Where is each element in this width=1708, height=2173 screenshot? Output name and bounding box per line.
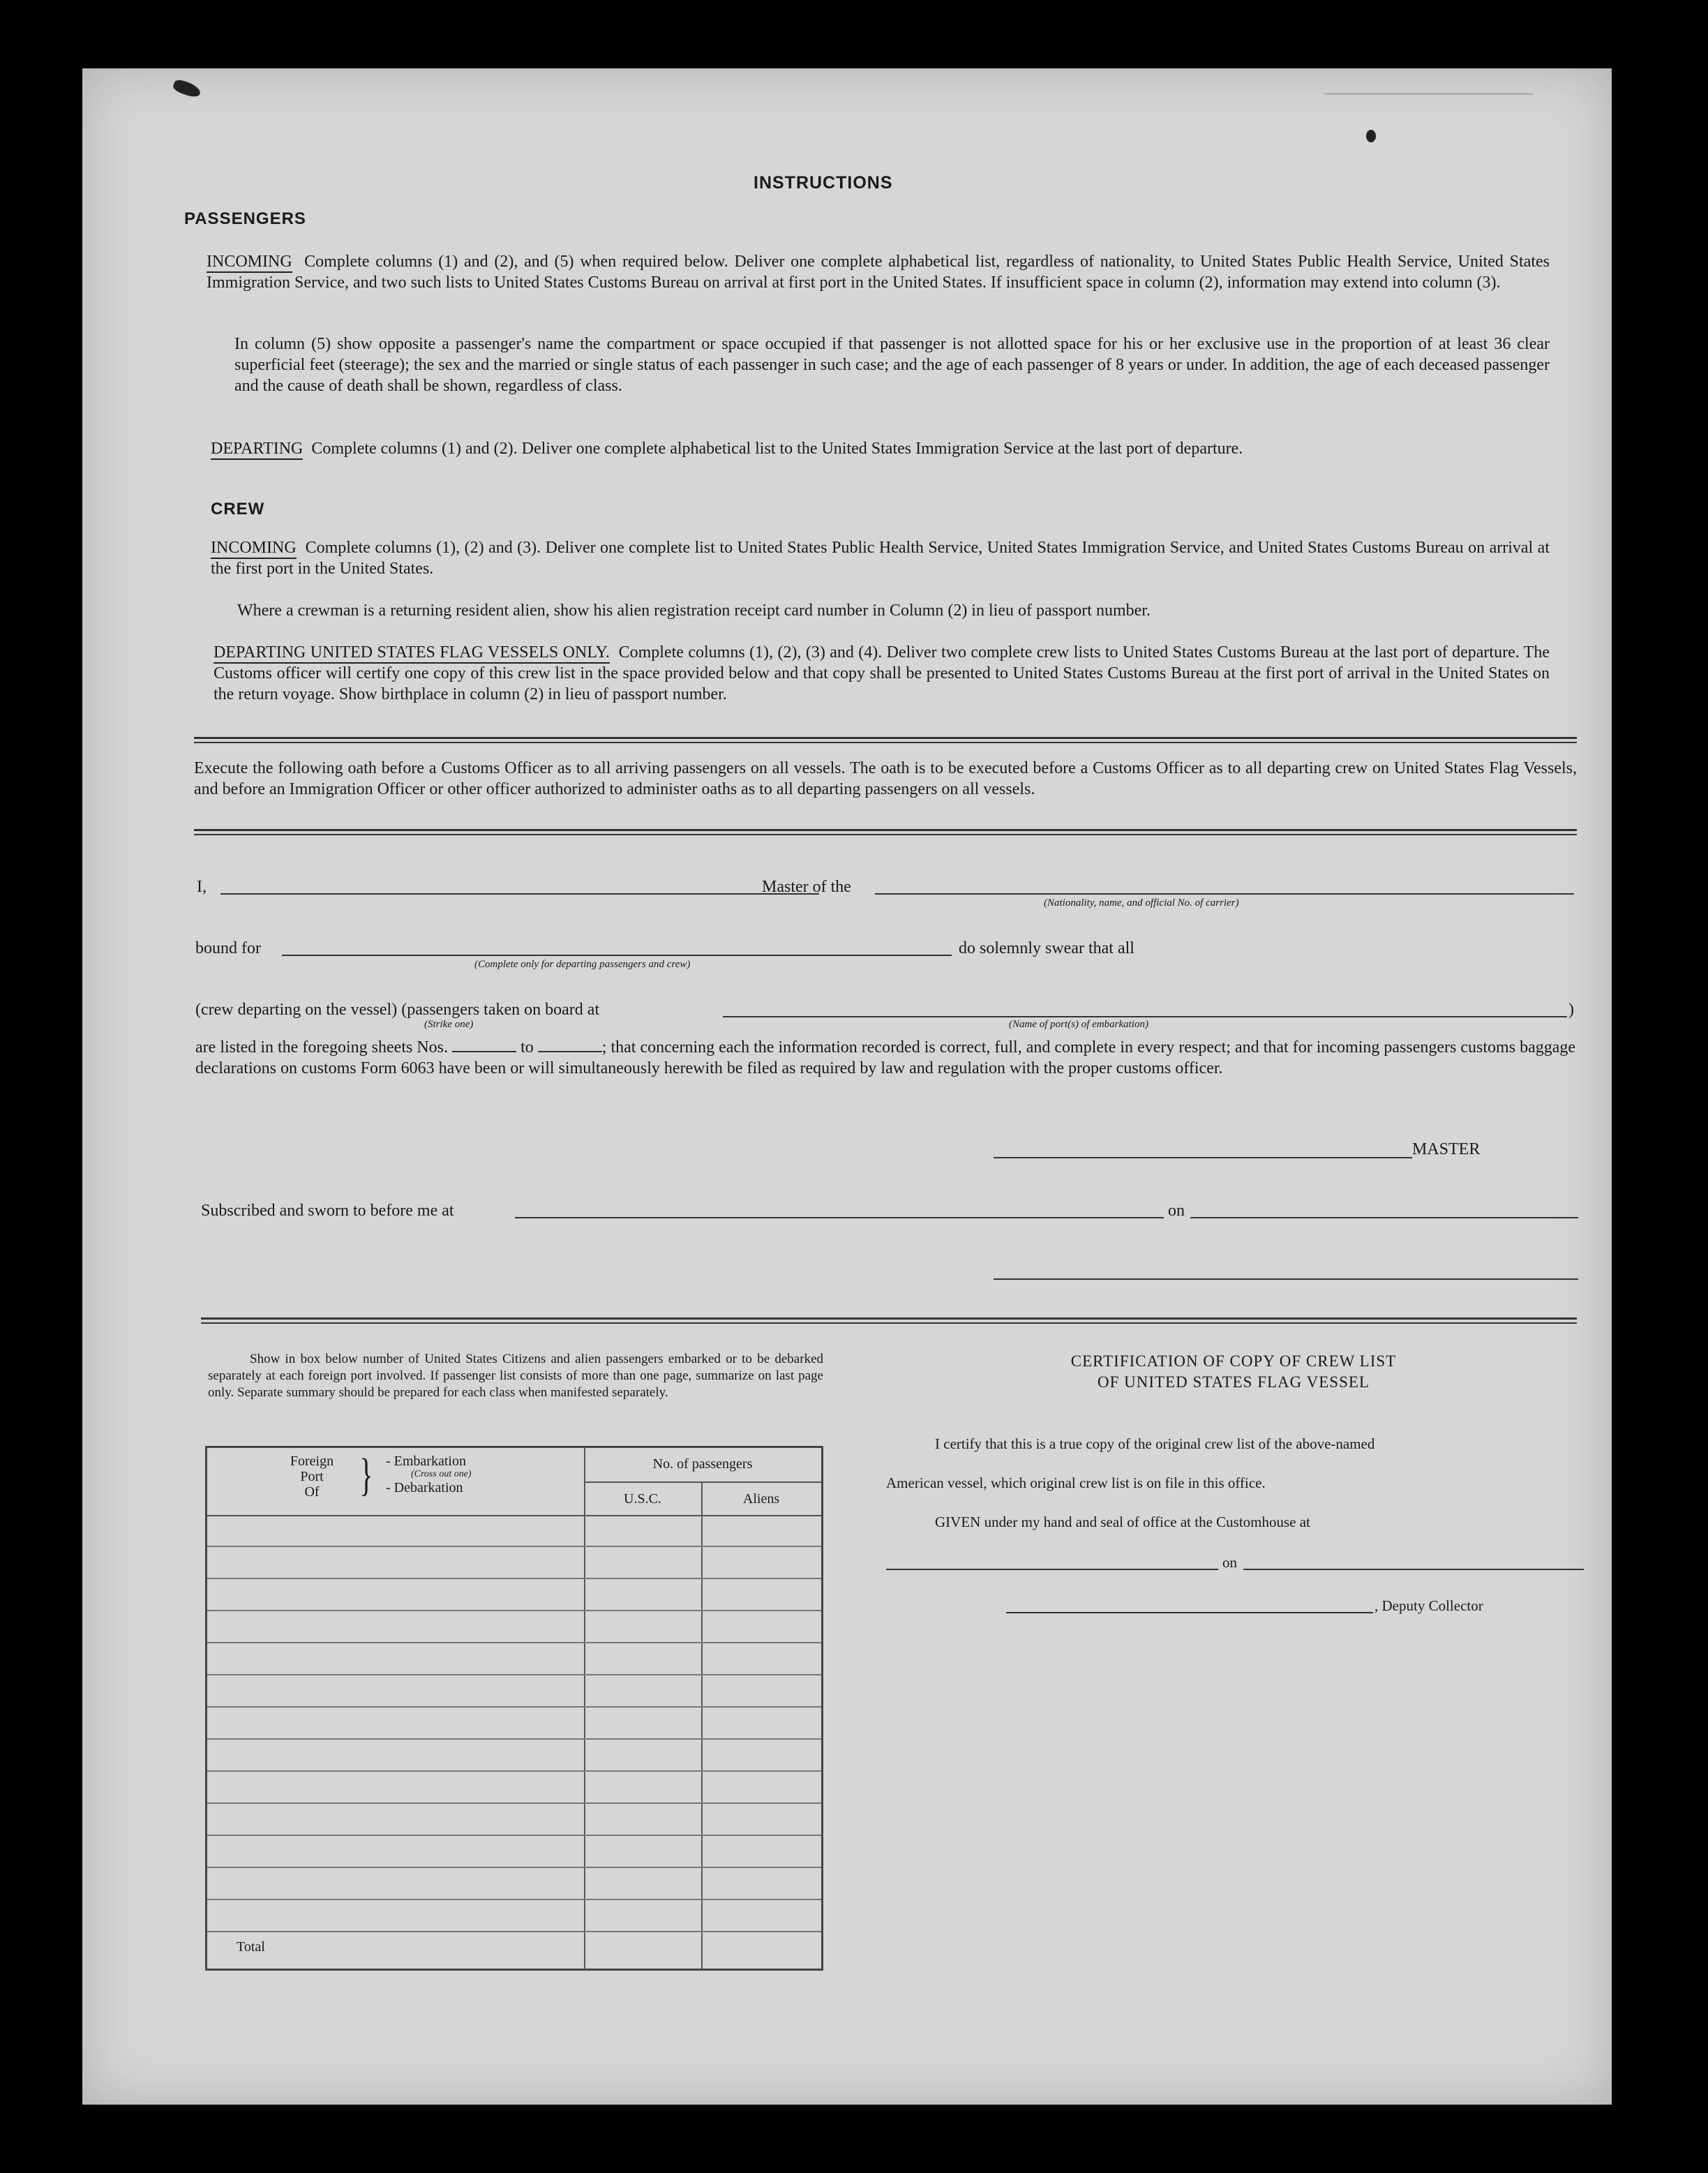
port-caption: (Name of port(s) of embarkation) [1009,1019,1148,1030]
crew-resident-text: Where a crewman is a returning resident alien, show his alien registration receipt card number in Column (2) in lieu of passport number. [237,602,1151,620]
bound-for-label: bound for [195,939,261,957]
listed-paragraph [195,1037,1575,1079]
passengers-incoming-label: INCOMING [207,253,292,273]
bound-for-field[interactable] [282,955,952,956]
brace-icon: } [359,1449,373,1500]
table-row[interactable] [207,1643,821,1675]
oath-intro: Execute the following oath before a Customs Officer as to all arriving passengers on all vessels. The oath is to be executed before a Customs Officer as to all departing crew on United States Flag Vessels, and before an Immigration Officer or other officer authorized to administer oaths as to all departing passengers on all vessels. [194,759,1577,798]
table-row[interactable] [207,1868,821,1900]
deputy-collector-label: , Deputy Collector [1374,1597,1483,1614]
bleed-through-mark [1324,93,1534,137]
officer-signature-line[interactable] [994,1278,1578,1280]
page-title: INSTRUCTIONS [754,173,893,193]
ink-blot [172,78,202,100]
table-row[interactable] [207,1740,821,1772]
embarkation-label: - Embarkation (Cross out one) - Debarkation [386,1454,472,1495]
customhouse-field[interactable] [886,1569,1218,1570]
document-page [82,68,1612,2105]
passengers-heading: PASSENGERS [184,209,306,228]
master-of-the-label: Master of the [762,878,851,896]
strike-one-caption: (Strike one) [424,1019,474,1030]
table-row[interactable] [207,1515,821,1547]
crew-resident-paragraph [237,600,1549,621]
certification-heading: CERTIFICATION OF COPY OF CREW LIST OF UNITED STATES FLAG VESSEL [1070,1352,1397,1391]
table-row[interactable] [207,1579,821,1611]
table-row[interactable] [207,1836,821,1868]
nationality-caption: (Nationality, name, and official No. of carrier) [1044,897,1239,909]
master-name-field[interactable] [220,893,819,895]
table-row[interactable] [207,1804,821,1836]
oath-i-label: I, [197,878,207,896]
table-row[interactable] [207,1547,821,1579]
carrier-field[interactable] [875,893,1574,895]
table-row[interactable] [207,1611,821,1643]
summary-instructions: Show in box below number of United States Citizens and alien passengers embarked or to be debarked separately at each foreign port involved. If passenger list consists of more than one page, summarize on last page only. Separate summary should be prepared for each class when manifested separately. [208,1352,823,1400]
sheet-to-field[interactable] [538,1037,602,1052]
crew-departing-label: (crew departing on the vessel) (passengers taken on board at [195,1001,600,1019]
passengers-incoming-text: Complete columns (1) and (2), and (5) when required below. Deliver one complete alphabetical list, regardless of nationality, to United States Public Health Service, United States Immigration Service, and two such lists to United States Customs Bureau on arrival at first port in the United States. If insufficient space in column (2), information may extend into column (3). [207,253,1550,292]
passenger-summary-table [205,1446,823,1971]
cert-on-label: on [1222,1554,1237,1571]
sworn-location-field[interactable] [515,1217,1164,1218]
crew-heading: CREW [211,500,265,518]
subscribed-label: Subscribed and sworn to before me at [201,1202,454,1220]
foreign-port-label: Foreign Port Of [290,1454,334,1500]
sworn-date-field[interactable] [1190,1217,1578,1218]
swear-label: do solemnly swear that all [959,939,1134,957]
no-of-passengers-header: No. of passengers [652,1456,753,1472]
crew-departing-label: DEPARTING UNITED STATES FLAG VESSELS ONLY. [214,643,610,664]
crew-incoming-text: Complete columns (1), (2) and (3). Deliver one complete list to United States Public Health Service, United States Immigration Service, and United States Customs Bureau on arrival at the first port in the United States. [211,539,1550,578]
crew-departing-paragraph [214,642,1550,705]
bound-for-caption: (Complete only for departing passengers and crew) [474,959,691,970]
section-divider [194,829,1577,835]
section-divider [194,737,1577,743]
certify-text-a: I certify that this is a true copy of the original crew list of the above-named [935,1435,1375,1452]
master-label: MASTER [1412,1140,1481,1158]
certify-text-b: American vessel, which original crew list is on file in this office. [886,1474,1266,1491]
passengers-departing-label: DEPARTING [211,440,303,460]
passengers-incoming-paragraph [207,251,1550,293]
table-row[interactable] [207,1900,821,1932]
total-label: Total [237,1939,265,1955]
sworn-on-label: on [1168,1202,1185,1220]
passengers-departing-paragraph [211,438,1550,459]
ink-blot [1366,130,1376,142]
table-row[interactable] [207,1708,821,1740]
embarkation-port-field[interactable] [723,1016,1567,1017]
deputy-collector-signature-line[interactable] [1006,1612,1373,1613]
column5-text: In column (5) show opposite a passenger's name the compartment or space occupied if that passenger is not allotted space for his or her exclusive use in the proportion of at least 36 clear superficial feet (steerage); the sex and the married or single status of each passenger in such case; and the age of each passenger of 8 years or under. In addition, the age of each deceased passenger and the cause of death shall be shown, regardless of class. [234,335,1550,395]
passengers-departing-text: Complete columns (1) and (2). Deliver one complete alphabetical list to the United States Immigration Service at the last port of departure. [311,440,1243,458]
sheet-from-field[interactable] [452,1037,516,1052]
table-row[interactable] [207,1675,821,1708]
aliens-header: Aliens [742,1491,780,1507]
usc-header: U.S.C. [624,1491,661,1507]
listed-text-a: are listed in the foregoing sheets Nos. [195,1038,449,1056]
close-paren: ) [1568,1001,1574,1019]
crew-departing-text: Complete columns (1), (2), (3) and (4). Deliver two complete crew lists to United States Customs Bureau at the last port of departure. The Customs officer will certify one copy of this crew list in the space provided below and that copy shall be presented to United States Customs Bureau at the first port of arrival in the United States on the return voyage. Show birthplace in column (2) in lieu of passport number. [214,643,1550,703]
crew-incoming-paragraph [211,537,1550,579]
crew-incoming-label: INCOMING [211,539,297,559]
section-divider [201,1317,1577,1324]
cert-date-field[interactable] [1243,1569,1584,1570]
listed-text-b: ; that concerning each the information recorded is correct, full, and complete in every respect; and that for incoming passengers customs baggage declarations on customs Form 6063 have been or will simultaneously herewith be filed as required by law and regulation with the proper customs officer. [195,1038,1576,1077]
listed-to: to [520,1038,534,1056]
given-text: GIVEN under my hand and seal of office at the Customhouse at [935,1514,1310,1530]
column5-paragraph [234,334,1550,396]
table-row[interactable] [207,1772,821,1804]
master-signature-line[interactable] [994,1157,1412,1158]
